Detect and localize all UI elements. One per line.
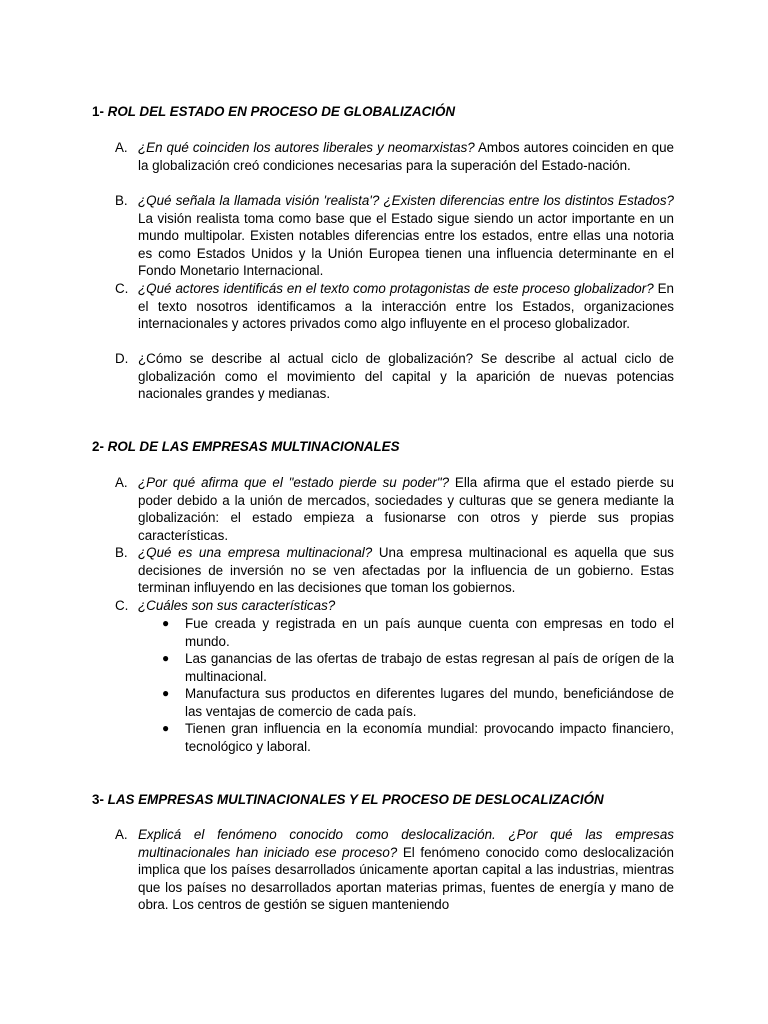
section-number: 3- bbox=[92, 792, 104, 807]
bullet-item: Tienen gran influencia en la economía mundial: provocando impacto financiero, tecnológico y laboral. bbox=[185, 721, 674, 754]
item-marker: D. bbox=[115, 351, 129, 366]
list-item bbox=[138, 544, 674, 597]
item-marker: C. bbox=[115, 598, 129, 613]
bullet-icon: ● bbox=[162, 686, 170, 700]
bullet-icon: ● bbox=[162, 651, 170, 665]
list-item bbox=[138, 826, 674, 914]
item-marker: A. bbox=[115, 140, 128, 155]
list-item bbox=[138, 280, 674, 333]
item-answer: ¿Cómo se describe al actual ciclo de globalización? Se describe al actual ciclo de globalización como el movimiento del capital y la aparición de nuevas potencias nacionales grandes y medianas. bbox=[138, 351, 674, 402]
item-question: Explicá el fenómeno conocido como deslocalización. ¿Por qué las empresas multinacionales han iniciado ese proceso? bbox=[138, 827, 674, 860]
list-item bbox=[138, 192, 674, 280]
section-number: 1- bbox=[92, 104, 104, 119]
item-answer: El fenómeno conocido como deslocalización implica que los países desarrollados únicamente aportan capital a las industrias, mientras que los países no desarrollados aportan materias primas, fuentes de energía y mano de obra. Los centros de gestión se siguen manteniendo bbox=[138, 844, 674, 913]
list-item bbox=[138, 139, 674, 174]
list-item bbox=[138, 474, 674, 544]
item-question: ¿Por qué afirma que el "estado pierde su poder"? bbox=[138, 475, 450, 490]
item-question: ¿Qué actores identificás en el texto como protagonistas de este proceso globalizador? bbox=[138, 281, 654, 296]
item-answer: Una empresa multinacional es aquella que sus decisiones de inversión no se ven afectadas por la influencia de un gobierno. Estas terminan influyendo en las decisiones que toman los gobiernos. bbox=[138, 545, 674, 596]
item-answer: Ella afirma que el estado pierde su poder debido a la unión de mercados, sociedades y culturas que se genera mediante la globalización: el estado empieza a fusionarse con otros y pierde sus propias características. bbox=[138, 475, 674, 543]
item-marker: C. bbox=[115, 281, 129, 296]
item-answer: La visión realista toma como base que el Estado sigue siendo un actor importante en un mundo multipolar. Existen notables diferencias entre los estados, entre ellas una notoria es como Estados Unidos y la Unión Europea tienen una influencia determinante en el Fondo Monetario Internacional. bbox=[138, 210, 674, 279]
item-marker: A. bbox=[115, 827, 128, 842]
item-answer: Ambos autores coinciden en que la globalización creó condiciones necesarias para la superación del Estado-nación. bbox=[138, 140, 674, 173]
bullet-item: Fue creada y registrada en un país aunque cuenta con empresas en todo el mundo. bbox=[185, 616, 674, 649]
item-question: ¿Qué es una empresa multinacional? bbox=[138, 545, 373, 560]
item-question: ¿Qué señala la llamada visión 'realista'? ¿Existen diferencias entre los distintos Estados? bbox=[138, 193, 674, 208]
item-marker: B. bbox=[115, 545, 128, 560]
bullet-icon: ● bbox=[162, 721, 170, 735]
bullet-icon: ● bbox=[162, 616, 170, 630]
item-marker: A. bbox=[115, 475, 128, 490]
section-title: ROL DEL ESTADO EN PROCESO DE GLOBALIZACIÓN bbox=[107, 104, 456, 119]
section-title: LAS EMPRESAS MULTINACIONALES Y EL PROCESO DE DESLOCALIZACIÓN bbox=[107, 792, 604, 807]
list-item bbox=[138, 597, 674, 615]
item-answer: En el texto nosotros identificamos a la interacción entre los Estados, organizaciones internacionales y actores privados como algo influyente en el proceso globalizador. bbox=[138, 281, 674, 332]
section-2-heading bbox=[92, 438, 400, 456]
bullet-item: Las ganancias de las ofertas de trabajo de estas regresan al país de orígen de la multinacional. bbox=[185, 651, 674, 684]
section-1-heading bbox=[92, 103, 455, 121]
item-question: ¿En qué coinciden los autores liberales y neomarxistas? bbox=[138, 140, 475, 155]
bullet-item: Manufactura sus productos en diferentes lugares del mundo, beneficiándose de las ventajas de comercio de cada país. bbox=[185, 686, 674, 719]
list-item bbox=[138, 350, 674, 403]
item-marker: B. bbox=[115, 193, 128, 208]
item-question: ¿Cuáles son sus características? bbox=[138, 598, 336, 613]
section-title: ROL DE LAS EMPRESAS MULTINACIONALES bbox=[107, 439, 400, 454]
section-number: 2- bbox=[92, 439, 104, 454]
section-3-heading bbox=[92, 791, 604, 809]
